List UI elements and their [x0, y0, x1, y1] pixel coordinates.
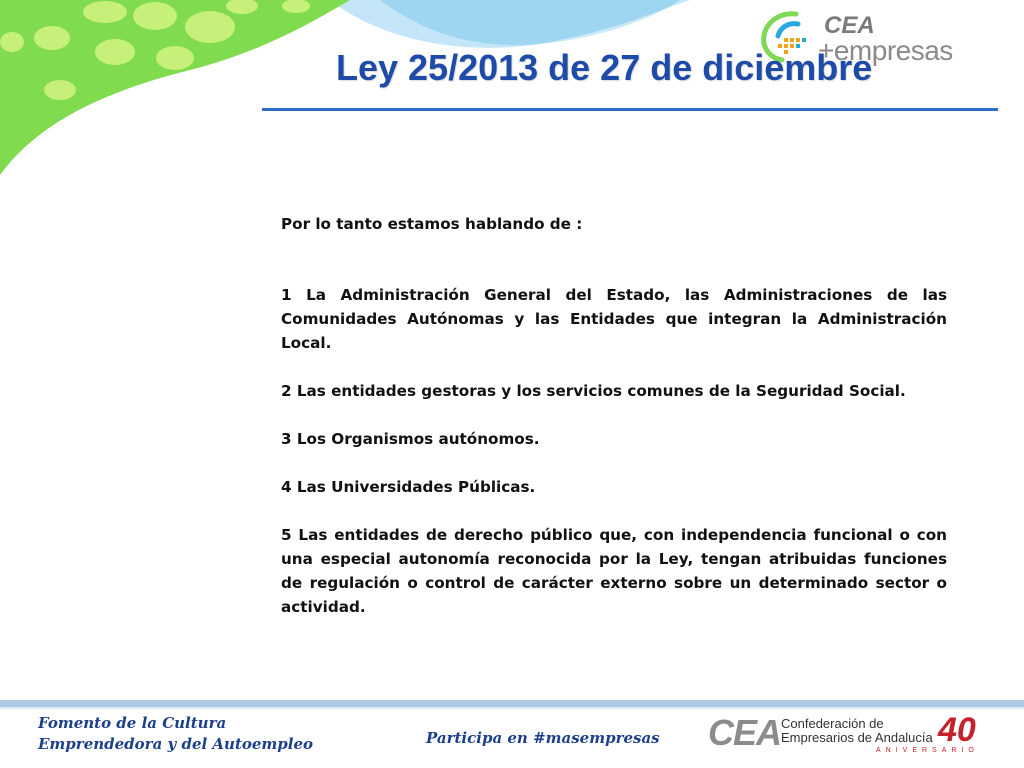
- cea-confederacion-logo: [708, 712, 988, 758]
- slide-body: [281, 212, 947, 619]
- footer-participa: [426, 728, 660, 748]
- footer-logo-line1: Confederación de: [781, 716, 884, 731]
- footer-logo-cea: CEA: [708, 712, 782, 753]
- footer-logo-line2: Empresarios de Andalucía: [781, 730, 933, 745]
- footer-program-line1: Fomento de la Cultura: [38, 714, 227, 732]
- logo-cea-text: CEA: [824, 12, 875, 39]
- hashtag-link[interactable]: #masempresas: [533, 729, 660, 747]
- footer-program-line2: Emprendedora y del Autoempleo: [38, 735, 314, 753]
- list-item: 4 Las Universidades Públicas.: [281, 478, 536, 496]
- intro-text: Por lo tanto estamos hablando de :: [281, 215, 583, 233]
- logo-empresas-text: +empresas: [818, 35, 953, 66]
- list-item: 5 Las entidades de derecho público que, con independencia funcional o con una especial autonomía reconocida por la Ley, tengan atribuidas funciones de regulación o control de carácter externo sobre un determinado sector o actividad.: [281, 526, 947, 616]
- page-title: Ley 25/2013 de 27 de diciembre: [336, 47, 873, 88]
- footer-band-light: [0, 707, 1024, 709]
- list-item: 3 Los Organismos autónomos.: [281, 430, 540, 448]
- list-item: 1 La Administración General del Estado, las Administraciones de las Comunidades Autónomas y las Entidades que integran la Administración Local.: [281, 286, 947, 352]
- footer-logo-40: 40: [938, 711, 976, 749]
- footer-band: [0, 700, 1024, 707]
- footer-logo-aniversario: ANIVERSARIO: [876, 747, 979, 754]
- list-item: 2 Las entidades gestoras y los servicios comunes de la Seguridad Social.: [281, 382, 906, 400]
- title-underline: [262, 108, 998, 111]
- footer-program: [38, 713, 313, 755]
- participa-text: Participa en: [426, 729, 534, 747]
